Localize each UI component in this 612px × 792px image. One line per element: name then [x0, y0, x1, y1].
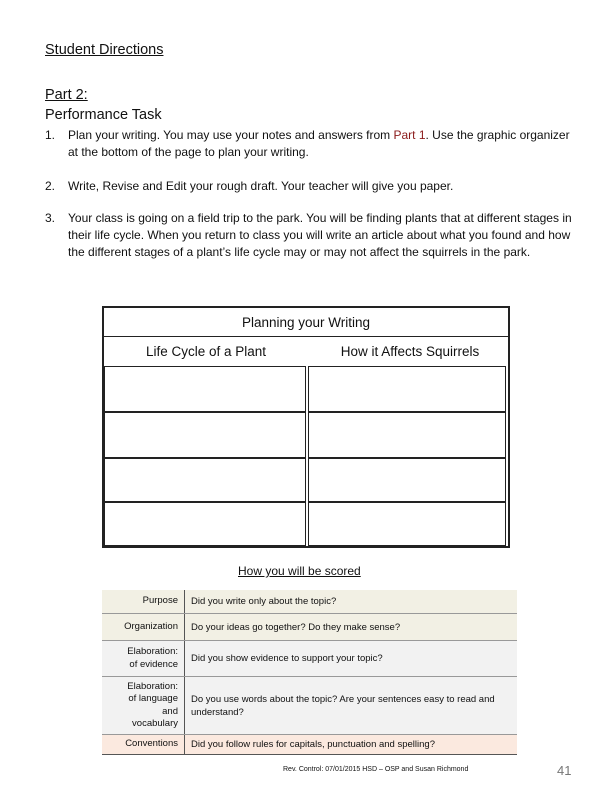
- column-header-life-cycle: Life Cycle of a Plant: [145, 344, 267, 359]
- part-1-reference: Part 1: [393, 128, 426, 142]
- scoring-row-elaboration-language: [102, 677, 517, 735]
- organizer-cell[interactable]: [104, 502, 306, 546]
- scoring-label: Elaboration: of evidence: [127, 646, 178, 670]
- scoring-label: Purpose: [142, 595, 178, 607]
- direction-item-2: [45, 178, 575, 195]
- scoring-question: Did you follow rules for capitals, punctuation and spelling?: [184, 735, 517, 754]
- scoring-question: Did you show evidence to support your topic?: [184, 641, 517, 676]
- item-number: 3.: [45, 211, 56, 225]
- planning-title: Planning your Writing: [104, 308, 508, 337]
- part-title: Performance Task: [45, 107, 162, 123]
- organizer-cell[interactable]: [104, 412, 306, 458]
- direction-item-1: [45, 127, 575, 161]
- item-number: 1.: [45, 128, 56, 142]
- organizer-cell[interactable]: [104, 458, 306, 502]
- item-text: . Use the graphic organizer at the bottom of the page to plan your writing.: [68, 128, 570, 159]
- scoring-question: Do you use words about the topic? Are your sentences easy to read and understand?: [184, 677, 517, 734]
- item-text: Plan your writing. You may use your notes and answers from: [68, 128, 394, 142]
- organizer-cell[interactable]: [308, 502, 506, 546]
- direction-item-3: [45, 210, 575, 261]
- scoring-label: Conventions: [125, 738, 178, 750]
- scoring-question: Do your ideas go together? Do they make sense?: [184, 614, 517, 640]
- item-text: Write, Revise and Edit your rough draft. Your teacher will give you paper.: [68, 179, 454, 193]
- organizer-cell[interactable]: [104, 366, 306, 412]
- scoring-label: Organization: [124, 620, 178, 632]
- page-number: 41: [557, 763, 572, 778]
- page-heading: Student Directions: [45, 42, 164, 58]
- scoring-row-elaboration-evidence: [102, 641, 517, 677]
- revision-footer: Rev. Control: 07/01/2015 HSD – OSP and Susan Richmond: [283, 766, 469, 773]
- item-text: Your class is going on a field trip to the park. You will be finding plants that at different stages in their life cycle. When you return to class you will write an article about what you found and how the different stages of a plant’s life cycle may or may not affect the squirrels in the park.: [68, 211, 572, 259]
- scoring-label: Elaboration: of language and vocabulary: [127, 680, 178, 729]
- scoring-title: How you will be scored: [238, 564, 361, 578]
- scoring-row-conventions: [102, 735, 517, 755]
- organizer-cell[interactable]: [308, 458, 506, 502]
- organizer-cell[interactable]: [308, 412, 506, 458]
- scoring-row-organization: [102, 614, 517, 641]
- part-label: Part 2:: [45, 87, 88, 103]
- item-number: 2.: [45, 179, 56, 193]
- scoring-question: Did you write only about the topic?: [184, 590, 517, 613]
- planning-organizer: [102, 306, 510, 548]
- column-header-affects-squirrels: How it Affects Squirrels: [340, 344, 480, 359]
- scoring-row-purpose: [102, 590, 517, 614]
- organizer-cell[interactable]: [308, 366, 506, 412]
